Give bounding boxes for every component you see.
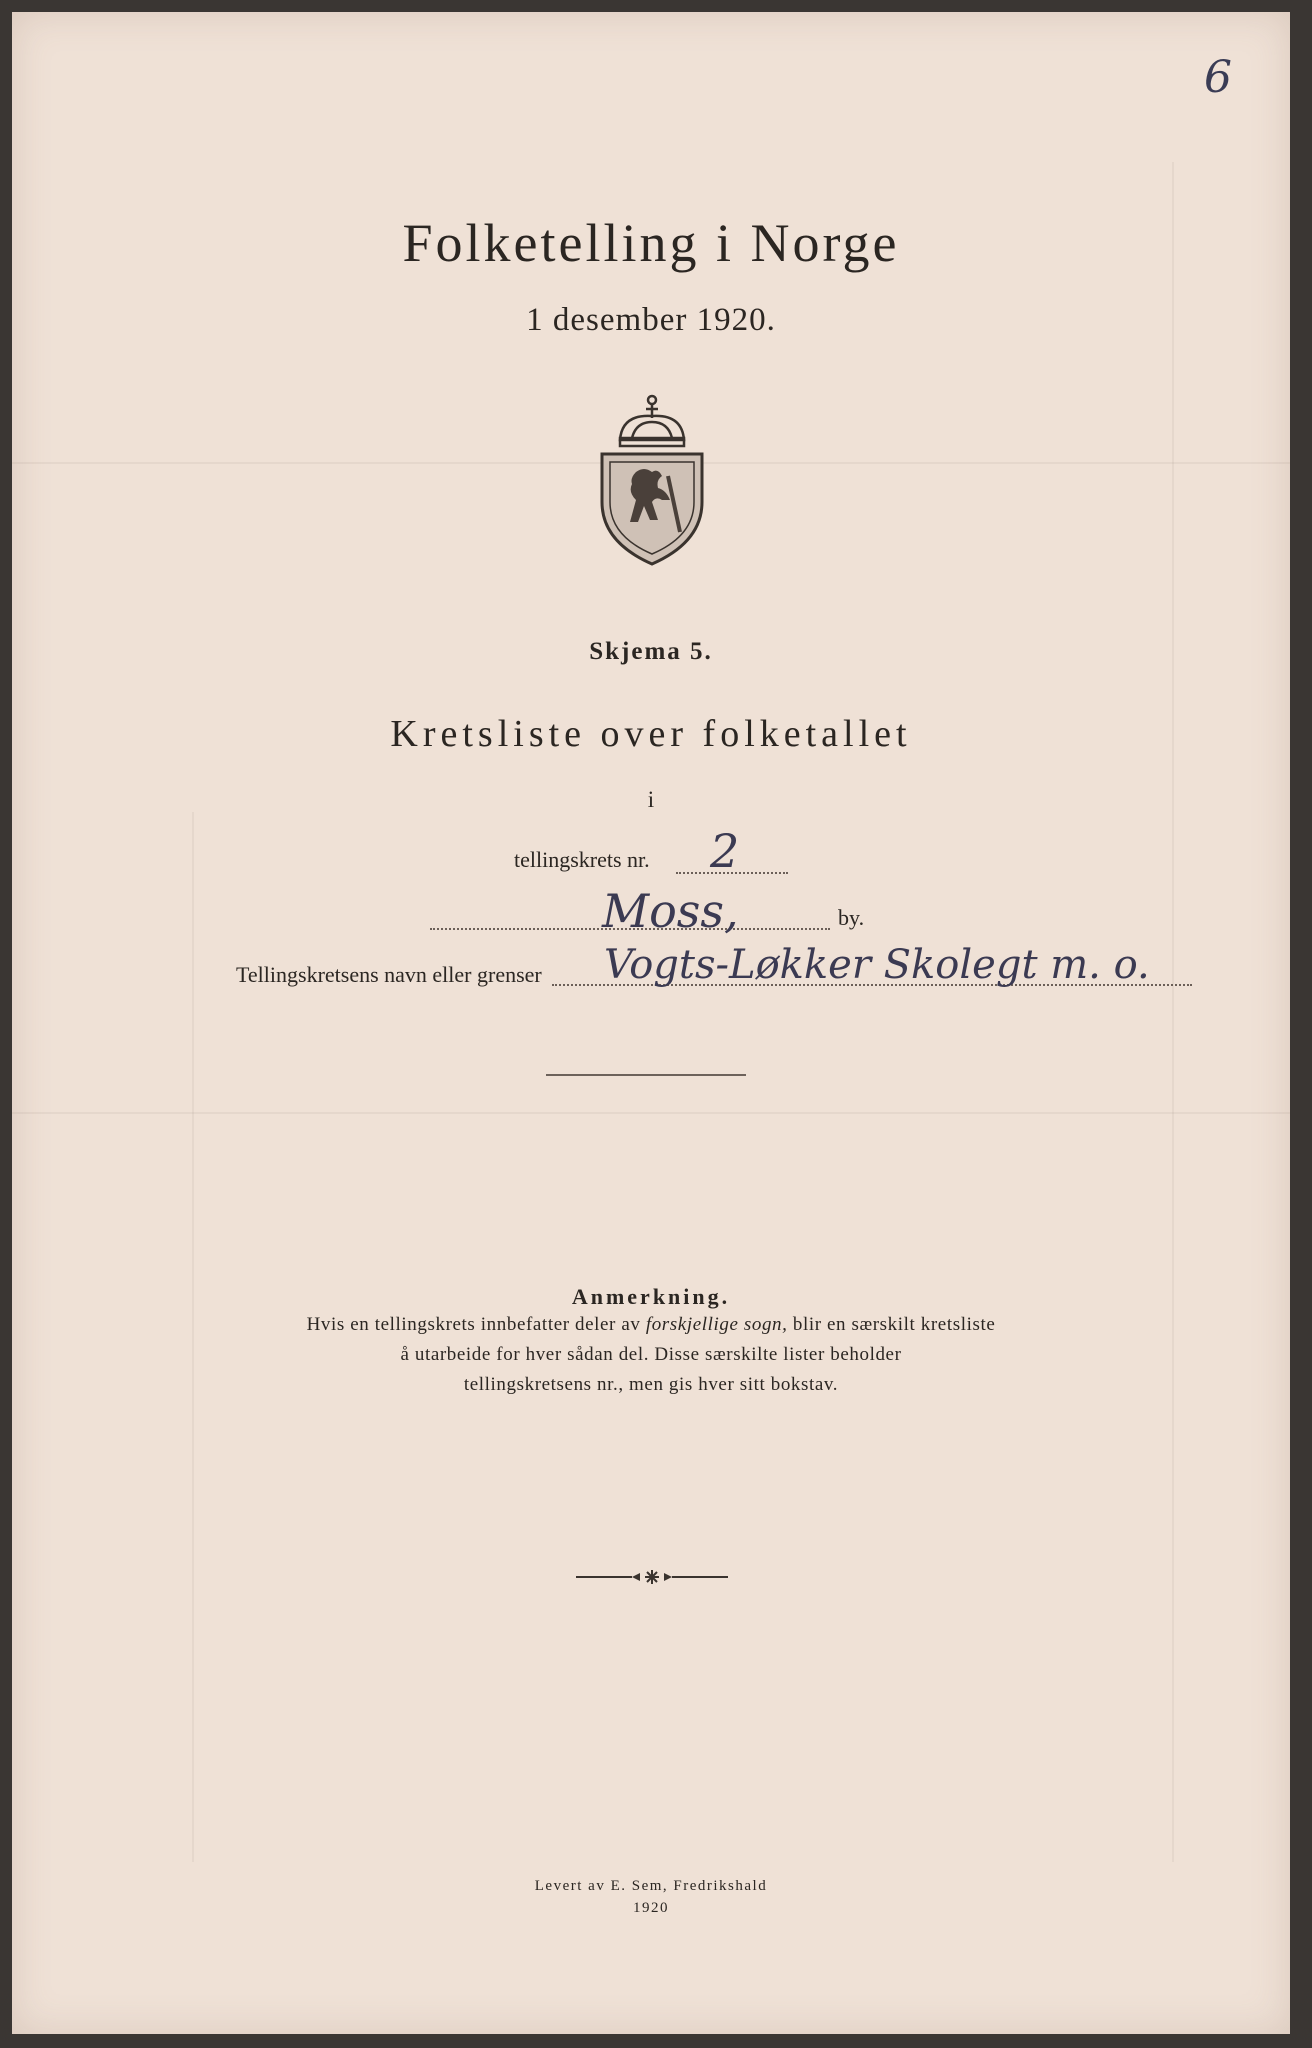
town-value: Moss, (602, 884, 739, 938)
ornament-divider-icon (572, 1567, 732, 1587)
note-line-1 (12, 1314, 1290, 1336)
district-name-value: Vogts-Løkker Skolegt m. o. (604, 942, 1150, 988)
printer-credit: Levert av E. Sem, Fredrikshald (534, 1878, 768, 1894)
note-line-1-emphasis: forskjellige sogn, (645, 1314, 788, 1335)
show-through-line (1172, 162, 1174, 1862)
note-line-3: tellingskretsens nr., men gis hver sitt bokstav. (463, 1374, 839, 1395)
note-line-1-end: blir en særskilt kretsliste (792, 1314, 996, 1335)
show-through-line (12, 1112, 1290, 1114)
census-date: 1 desember 1920. (526, 302, 776, 338)
norwegian-coat-of-arms-icon (592, 392, 712, 572)
page-title: Folketelling i Norge (402, 213, 900, 273)
district-label: tellingskrets nr. (514, 847, 650, 872)
note-line-2: å utarbeide for hver sådan del. Disse særskilte lister beholder (400, 1344, 902, 1365)
note-line-1-start: Hvis en tellingskrets innbefatter deler av (306, 1314, 641, 1335)
district-name-label: Tellingskretsens navn eller grenser (236, 962, 542, 987)
census-form-page (12, 12, 1290, 2034)
connector-word: i (647, 787, 655, 812)
page-number: 6 (1204, 52, 1232, 103)
note-heading: Anmerkning. (571, 1284, 731, 1309)
district-number-value: 2 (710, 824, 740, 878)
form-subtitle: Kretsliste over folketallet (390, 713, 912, 755)
schema-label: Skjema 5. (589, 638, 713, 665)
show-through-line (192, 812, 194, 1862)
divider-rule (546, 1074, 746, 1076)
printer-year: 1920 (633, 1900, 669, 1916)
town-suffix: by. (838, 905, 865, 930)
